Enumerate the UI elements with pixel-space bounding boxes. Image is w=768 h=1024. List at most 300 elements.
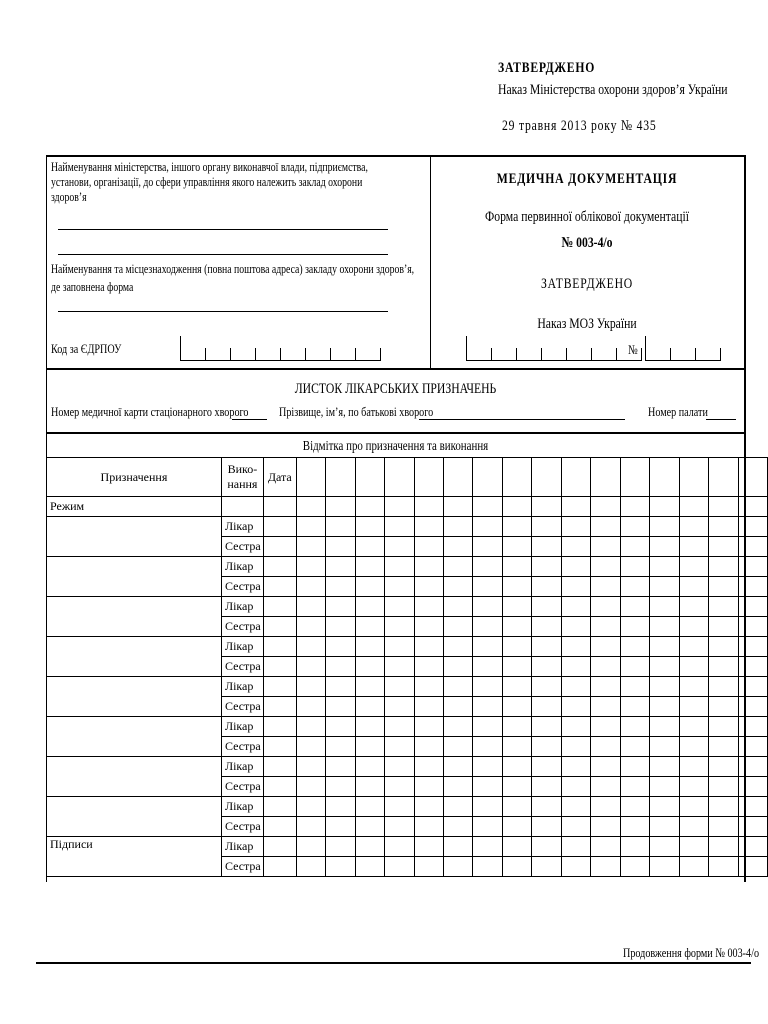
grid-cell[interactable] [473, 577, 502, 597]
grid-cell[interactable] [444, 777, 473, 797]
grid-cell[interactable] [296, 777, 325, 797]
grid-cell[interactable] [355, 577, 384, 597]
grid-cell[interactable] [620, 657, 649, 677]
grid-cell[interactable] [679, 737, 708, 757]
grid-cell[interactable] [444, 717, 473, 737]
grid-cell[interactable] [650, 837, 679, 857]
grid-cell[interactable] [355, 677, 384, 697]
grid-cell[interactable] [679, 777, 708, 797]
date-cell[interactable] [591, 458, 620, 497]
grid-cell[interactable] [679, 637, 708, 657]
grid-cell[interactable] [414, 497, 443, 517]
grid-cell[interactable] [532, 637, 561, 657]
grid-cell[interactable] [591, 657, 620, 677]
grid-cell[interactable] [709, 497, 738, 517]
grid-cell[interactable] [385, 737, 414, 757]
grid-cell[interactable] [355, 717, 384, 737]
grid-cell[interactable] [355, 657, 384, 677]
grid-cell[interactable] [473, 797, 502, 817]
grid-cell[interactable] [502, 577, 531, 597]
grid-cell[interactable] [650, 797, 679, 817]
grid-cell[interactable] [620, 537, 649, 557]
date-cell[interactable] [502, 458, 531, 497]
grid-cell[interactable] [326, 797, 355, 817]
prescription-cell[interactable] [47, 677, 222, 717]
grid-cell[interactable] [296, 717, 325, 737]
grid-cell[interactable] [385, 757, 414, 777]
grid-cell[interactable] [679, 597, 708, 617]
grid-cell[interactable] [561, 537, 590, 557]
grid-cell[interactable] [591, 577, 620, 597]
grid-cell[interactable] [355, 837, 384, 857]
date-cell[interactable] [709, 458, 738, 497]
grid-cell[interactable] [263, 717, 296, 737]
grid-cell[interactable] [709, 797, 738, 817]
grid-cell[interactable] [650, 717, 679, 737]
grid-cell[interactable] [620, 697, 649, 717]
grid-cell[interactable] [591, 637, 620, 657]
date-cell[interactable] [561, 458, 590, 497]
date-cell[interactable] [473, 458, 502, 497]
grid-cell[interactable] [296, 697, 325, 717]
grid-cell[interactable] [532, 777, 561, 797]
grid-cell[interactable] [620, 817, 649, 837]
grid-cell[interactable] [263, 677, 296, 697]
grid-cell[interactable] [444, 537, 473, 557]
grid-cell[interactable] [444, 597, 473, 617]
prescription-cell[interactable] [47, 637, 222, 677]
grid-cell[interactable] [620, 497, 649, 517]
grid-cell[interactable] [473, 677, 502, 697]
grid-cell[interactable] [385, 557, 414, 577]
grid-cell[interactable] [650, 757, 679, 777]
grid-cell[interactable] [561, 717, 590, 737]
grid-cell[interactable] [591, 737, 620, 757]
prescription-cell[interactable] [47, 797, 222, 837]
grid-cell[interactable] [532, 577, 561, 597]
grid-cell[interactable] [738, 837, 767, 857]
grid-cell[interactable] [561, 737, 590, 757]
grid-cell[interactable] [296, 657, 325, 677]
grid-cell[interactable] [355, 597, 384, 617]
grid-cell[interactable] [263, 777, 296, 797]
grid-cell[interactable] [620, 837, 649, 857]
grid-cell[interactable] [355, 637, 384, 657]
grid-cell[interactable] [414, 757, 443, 777]
grid-cell[interactable] [561, 557, 590, 577]
grid-cell[interactable] [650, 637, 679, 657]
grid-cell[interactable] [414, 637, 443, 657]
ward-number-line[interactable] [706, 419, 736, 420]
grid-cell[interactable] [296, 637, 325, 657]
grid-cell[interactable] [296, 537, 325, 557]
date-cell[interactable] [679, 458, 708, 497]
grid-cell[interactable] [620, 777, 649, 797]
grid-cell[interactable] [296, 737, 325, 757]
grid-cell[interactable] [620, 717, 649, 737]
grid-cell[interactable] [385, 517, 414, 537]
grid-cell[interactable] [738, 517, 767, 537]
grid-cell[interactable] [620, 557, 649, 577]
grid-cell[interactable] [414, 537, 443, 557]
grid-cell[interactable] [561, 497, 590, 517]
grid-cell[interactable] [414, 837, 443, 857]
date-cell[interactable] [738, 458, 767, 497]
grid-cell[interactable] [444, 837, 473, 857]
grid-cell[interactable] [326, 577, 355, 597]
grid-cell[interactable] [473, 557, 502, 577]
grid-cell[interactable] [473, 537, 502, 557]
grid-cell[interactable] [355, 617, 384, 637]
grid-cell[interactable] [591, 557, 620, 577]
grid-cell[interactable] [473, 597, 502, 617]
grid-cell[interactable] [532, 857, 561, 877]
grid-cell[interactable] [738, 637, 767, 657]
grid-cell[interactable] [355, 797, 384, 817]
grid-cell[interactable] [414, 577, 443, 597]
grid-cell[interactable] [414, 697, 443, 717]
grid-cell[interactable] [385, 837, 414, 857]
grid-cell[interactable] [263, 837, 296, 857]
grid-cell[interactable] [263, 817, 296, 837]
grid-cell[interactable] [296, 857, 325, 877]
grid-cell[interactable] [561, 657, 590, 677]
grid-cell[interactable] [326, 557, 355, 577]
prescription-cell[interactable] [47, 557, 222, 597]
grid-cell[interactable] [296, 517, 325, 537]
grid-cell[interactable] [326, 837, 355, 857]
grid-cell[interactable] [591, 837, 620, 857]
grid-cell[interactable] [679, 817, 708, 837]
grid-cell[interactable] [263, 557, 296, 577]
grid-cell[interactable] [385, 597, 414, 617]
grid-cell[interactable] [444, 637, 473, 657]
grid-cell[interactable] [502, 737, 531, 757]
grid-cell[interactable] [502, 537, 531, 557]
grid-cell[interactable] [709, 537, 738, 557]
prescription-cell[interactable] [47, 597, 222, 637]
grid-cell[interactable] [679, 697, 708, 717]
grid-cell[interactable] [679, 857, 708, 877]
grid-cell[interactable] [738, 617, 767, 637]
grid-cell[interactable] [679, 797, 708, 817]
grid-cell[interactable] [263, 857, 296, 877]
grid-cell[interactable] [502, 777, 531, 797]
grid-cell[interactable] [620, 737, 649, 757]
patient-name-line[interactable] [419, 419, 625, 420]
date-cell[interactable] [326, 458, 355, 497]
grid-cell[interactable] [709, 697, 738, 717]
grid-cell[interactable] [709, 857, 738, 877]
grid-cell[interactable] [591, 697, 620, 717]
grid-cell[interactable] [414, 597, 443, 617]
grid-cell[interactable] [561, 637, 590, 657]
grid-cell[interactable] [444, 617, 473, 637]
grid-cell[interactable] [263, 497, 296, 517]
grid-cell[interactable] [326, 677, 355, 697]
grid-cell[interactable] [444, 657, 473, 677]
grid-cell[interactable] [385, 537, 414, 557]
grid-cell[interactable] [502, 677, 531, 697]
grid-cell[interactable] [355, 557, 384, 577]
grid-cell[interactable] [473, 757, 502, 777]
grid-cell[interactable] [738, 657, 767, 677]
grid-cell[interactable] [263, 617, 296, 637]
date-cell[interactable] [355, 458, 384, 497]
grid-cell[interactable] [414, 737, 443, 757]
grid-cell[interactable] [444, 517, 473, 537]
grid-cell[interactable] [502, 637, 531, 657]
grid-cell[interactable] [561, 617, 590, 637]
grid-cell[interactable] [591, 537, 620, 557]
grid-cell[interactable] [650, 817, 679, 837]
grid-cell[interactable] [502, 857, 531, 877]
grid-cell[interactable] [502, 757, 531, 777]
grid-cell[interactable] [561, 757, 590, 777]
grid-cell[interactable] [326, 737, 355, 757]
grid-cell[interactable] [738, 757, 767, 777]
grid-cell[interactable] [326, 817, 355, 837]
date-cell[interactable] [620, 458, 649, 497]
grid-cell[interactable] [679, 537, 708, 557]
grid-cell[interactable] [620, 617, 649, 637]
date-cell[interactable] [532, 458, 561, 497]
grid-cell[interactable] [473, 777, 502, 797]
date-cell[interactable] [296, 458, 325, 497]
grid-cell[interactable] [385, 637, 414, 657]
grid-cell[interactable] [326, 517, 355, 537]
grid-cell[interactable] [263, 577, 296, 597]
grid-cell[interactable] [650, 577, 679, 597]
grid-cell[interactable] [561, 797, 590, 817]
grid-cell[interactable] [296, 597, 325, 617]
grid-cell[interactable] [620, 857, 649, 877]
grid-cell[interactable] [532, 677, 561, 697]
date-cell[interactable] [385, 458, 414, 497]
grid-cell[interactable] [591, 857, 620, 877]
grid-cell[interactable] [473, 717, 502, 737]
grid-cell[interactable] [532, 617, 561, 637]
grid-cell[interactable] [263, 597, 296, 617]
grid-cell[interactable] [679, 497, 708, 517]
grid-cell[interactable] [591, 597, 620, 617]
grid-cell[interactable] [738, 597, 767, 617]
grid-cell[interactable] [473, 617, 502, 637]
grid-cell[interactable] [738, 857, 767, 877]
grid-cell[interactable] [414, 857, 443, 877]
grid-cell[interactable] [326, 777, 355, 797]
grid-cell[interactable] [296, 577, 325, 597]
grid-cell[interactable] [679, 557, 708, 577]
card-number-line[interactable] [232, 419, 267, 420]
grid-cell[interactable] [326, 697, 355, 717]
edrpou-boxes[interactable] [180, 336, 381, 361]
grid-cell[interactable] [326, 637, 355, 657]
grid-cell[interactable] [355, 517, 384, 537]
grid-cell[interactable] [385, 677, 414, 697]
grid-cell[interactable] [502, 697, 531, 717]
grid-cell[interactable] [591, 817, 620, 837]
grid-cell[interactable] [532, 497, 561, 517]
grid-cell[interactable] [502, 817, 531, 837]
grid-cell[interactable] [502, 597, 531, 617]
grid-cell[interactable] [385, 817, 414, 837]
grid-cell[interactable] [502, 617, 531, 637]
grid-cell[interactable] [679, 617, 708, 637]
grid-cell[interactable] [591, 677, 620, 697]
grid-cell[interactable] [355, 857, 384, 877]
grid-cell[interactable] [650, 677, 679, 697]
number-boxes[interactable] [645, 336, 721, 361]
grid-cell[interactable] [263, 637, 296, 657]
grid-cell[interactable] [591, 517, 620, 537]
grid-cell[interactable] [355, 737, 384, 757]
grid-cell[interactable] [355, 757, 384, 777]
grid-cell[interactable] [473, 737, 502, 757]
grid-cell[interactable] [296, 837, 325, 857]
grid-cell[interactable] [473, 837, 502, 857]
grid-cell[interactable] [296, 557, 325, 577]
grid-cell[interactable] [738, 717, 767, 737]
grid-cell[interactable] [738, 777, 767, 797]
grid-cell[interactable] [591, 617, 620, 637]
grid-cell[interactable] [385, 717, 414, 737]
grid-cell[interactable] [473, 697, 502, 717]
grid-cell[interactable] [561, 677, 590, 697]
grid-cell[interactable] [650, 597, 679, 617]
grid-cell[interactable] [709, 577, 738, 597]
grid-cell[interactable] [738, 497, 767, 517]
date-cell[interactable] [444, 458, 473, 497]
grid-cell[interactable] [414, 817, 443, 837]
grid-cell[interactable] [650, 537, 679, 557]
grid-cell[interactable] [444, 577, 473, 597]
grid-cell[interactable] [263, 517, 296, 537]
grid-cell[interactable] [650, 517, 679, 537]
grid-cell[interactable] [444, 857, 473, 877]
grid-cell[interactable] [709, 817, 738, 837]
grid-cell[interactable] [679, 517, 708, 537]
grid-cell[interactable] [709, 597, 738, 617]
grid-cell[interactable] [414, 517, 443, 537]
grid-cell[interactable] [532, 757, 561, 777]
grid-cell[interactable] [561, 697, 590, 717]
grid-cell[interactable] [650, 737, 679, 757]
grid-cell[interactable] [532, 837, 561, 857]
grid-cell[interactable] [502, 797, 531, 817]
grid-cell[interactable] [326, 497, 355, 517]
grid-cell[interactable] [591, 777, 620, 797]
grid-cell[interactable] [620, 797, 649, 817]
grid-cell[interactable] [473, 817, 502, 837]
moz-code-boxes[interactable] [466, 336, 642, 361]
grid-cell[interactable] [738, 797, 767, 817]
grid-cell[interactable] [709, 717, 738, 737]
grid-cell[interactable] [709, 637, 738, 657]
grid-cell[interactable] [326, 657, 355, 677]
grid-cell[interactable] [561, 597, 590, 617]
grid-cell[interactable] [296, 757, 325, 777]
grid-cell[interactable] [296, 797, 325, 817]
grid-cell[interactable] [385, 777, 414, 797]
grid-cell[interactable] [650, 557, 679, 577]
grid-cell[interactable] [355, 817, 384, 837]
grid-cell[interactable] [385, 857, 414, 877]
grid-cell[interactable] [473, 857, 502, 877]
grid-cell[interactable] [326, 857, 355, 877]
grid-cell[interactable] [532, 817, 561, 837]
grid-cell[interactable] [532, 517, 561, 537]
grid-cell[interactable] [263, 697, 296, 717]
grid-cell[interactable] [709, 777, 738, 797]
grid-cell[interactable] [414, 717, 443, 737]
grid-cell[interactable] [444, 557, 473, 577]
grid-cell[interactable] [296, 497, 325, 517]
date-cell[interactable] [650, 458, 679, 497]
grid-cell[interactable] [326, 757, 355, 777]
grid-cell[interactable] [709, 617, 738, 637]
grid-cell[interactable] [502, 557, 531, 577]
grid-cell[interactable] [263, 537, 296, 557]
grid-cell[interactable] [679, 657, 708, 677]
grid-cell[interactable] [414, 677, 443, 697]
prescription-cell[interactable] [47, 757, 222, 797]
prescription-cell[interactable] [47, 717, 222, 757]
grid-cell[interactable] [709, 737, 738, 757]
grid-cell[interactable] [296, 617, 325, 637]
grid-cell[interactable] [738, 577, 767, 597]
grid-cell[interactable] [561, 777, 590, 797]
grid-cell[interactable] [591, 757, 620, 777]
grid-cell[interactable] [679, 577, 708, 597]
prescription-cell[interactable] [47, 517, 222, 557]
grid-cell[interactable] [502, 497, 531, 517]
grid-cell[interactable] [385, 797, 414, 817]
grid-cell[interactable] [385, 617, 414, 637]
grid-cell[interactable] [738, 557, 767, 577]
grid-cell[interactable] [263, 737, 296, 757]
grid-cell[interactable] [650, 657, 679, 677]
grid-cell[interactable] [738, 537, 767, 557]
grid-cell[interactable] [709, 837, 738, 857]
grid-cell[interactable] [532, 717, 561, 737]
grid-cell[interactable] [385, 577, 414, 597]
grid-cell[interactable] [473, 517, 502, 537]
grid-cell[interactable] [296, 677, 325, 697]
grid-cell[interactable] [444, 757, 473, 777]
grid-cell[interactable] [532, 697, 561, 717]
grid-cell[interactable] [591, 717, 620, 737]
grid-cell[interactable] [709, 757, 738, 777]
grid-cell[interactable] [414, 557, 443, 577]
grid-cell[interactable] [502, 717, 531, 737]
grid-cell[interactable] [385, 657, 414, 677]
grid-cell[interactable] [444, 797, 473, 817]
grid-cell[interactable] [650, 777, 679, 797]
grid-cell[interactable] [263, 757, 296, 777]
grid-cell[interactable] [326, 617, 355, 637]
grid-cell[interactable] [709, 657, 738, 677]
grid-cell[interactable] [414, 657, 443, 677]
grid-cell[interactable] [620, 517, 649, 537]
grid-cell[interactable] [385, 697, 414, 717]
grid-cell[interactable] [414, 777, 443, 797]
grid-cell[interactable] [561, 837, 590, 857]
grid-cell[interactable] [620, 757, 649, 777]
grid-cell[interactable] [591, 797, 620, 817]
grid-cell[interactable] [532, 557, 561, 577]
grid-cell[interactable] [473, 497, 502, 517]
